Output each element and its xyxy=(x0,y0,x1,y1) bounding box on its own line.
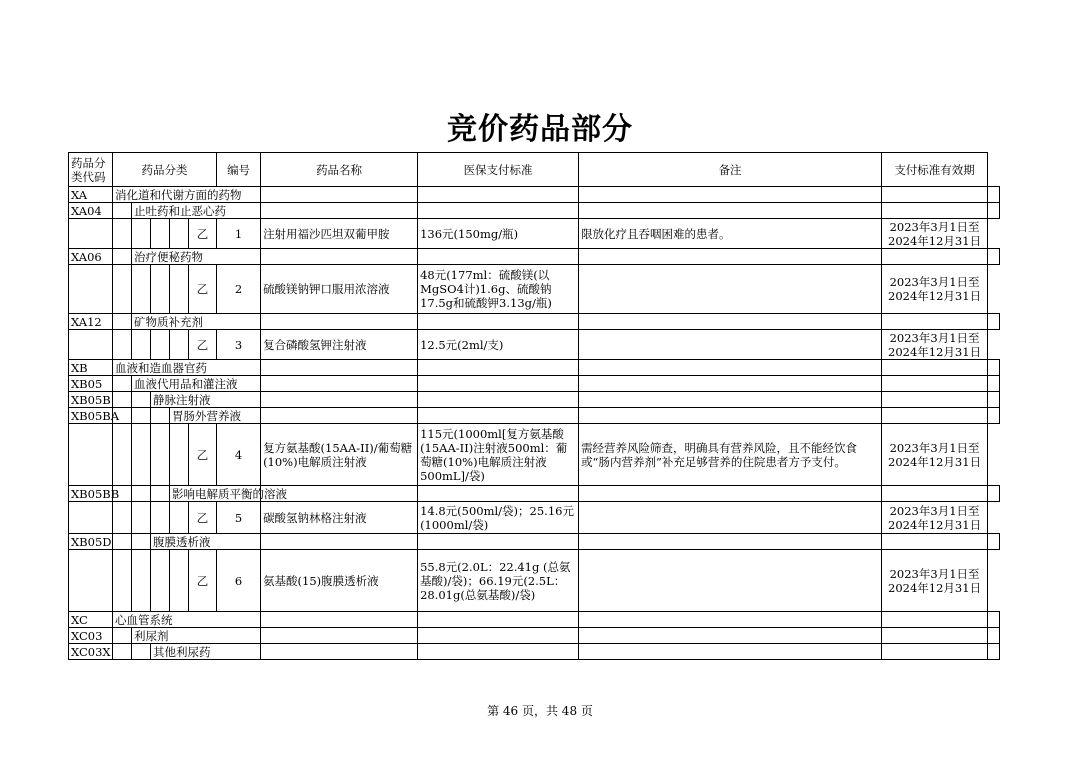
empty-cell xyxy=(151,550,170,612)
empty-cell xyxy=(882,314,988,330)
empty-cell xyxy=(261,408,418,424)
empty-cell xyxy=(882,249,988,265)
empty-cell xyxy=(113,219,132,249)
empty-cell xyxy=(261,392,418,408)
empty-cell xyxy=(882,644,988,660)
category-row xyxy=(69,187,1000,203)
category-row xyxy=(69,534,1000,550)
empty-cell xyxy=(579,408,882,424)
empty-cell xyxy=(882,628,988,644)
empty-cell xyxy=(882,612,988,628)
category-label: 血液代用品和灌注液 xyxy=(132,376,261,392)
category-code: XA xyxy=(69,187,113,203)
empty-cell xyxy=(170,550,189,612)
empty-cell xyxy=(418,628,579,644)
category-label: 胃肠外营养液 xyxy=(170,408,261,424)
indent-cell xyxy=(113,534,132,550)
empty-cell xyxy=(151,330,170,360)
empty-cell xyxy=(579,314,882,330)
empty-cell xyxy=(882,486,988,502)
category-row xyxy=(69,249,1000,265)
empty-cell xyxy=(579,612,882,628)
empty-cell xyxy=(261,376,418,392)
drug-number: 2 xyxy=(217,265,261,314)
empty-cell xyxy=(132,550,151,612)
empty-cell xyxy=(151,219,170,249)
category-row xyxy=(69,392,1000,408)
payment-standard: 115元(1000ml[复方氨基酸(15AA-II)注射液500ml：葡萄糖(10%)电解质注射液500mL]/袋) xyxy=(418,424,579,486)
empty-cell xyxy=(882,376,988,392)
header-validity: 支付标准有效期 xyxy=(882,153,988,187)
empty-cell xyxy=(151,502,170,534)
empty-cell xyxy=(69,330,113,360)
indent-cell xyxy=(132,392,151,408)
drug-row xyxy=(69,502,1000,534)
empty-cell xyxy=(113,550,132,612)
payment-standard: 48元(177ml：硫酸镁(以MgSO4计)1.6g、硫酸钠17.5g和硫酸钾3.13g/瓶) xyxy=(418,265,579,314)
empty-cell xyxy=(882,408,988,424)
drug-name: 硫酸镁钠钾口服用浓溶液 xyxy=(261,265,418,314)
category-label: 矿物质补充剂 xyxy=(132,314,261,330)
category-label: 影响电解质平衡的溶液 xyxy=(170,486,261,502)
drug-name: 复方氨基酸(15AA-II)/葡萄糖(10%)电解质注射液 xyxy=(261,424,418,486)
empty-cell xyxy=(988,187,1000,203)
category-code: XA12 xyxy=(69,314,113,330)
category-label: 止吐药和止恶心药 xyxy=(132,203,261,219)
validity-period: 2023年3月1日至2024年12月31日 xyxy=(882,550,988,612)
empty-cell xyxy=(579,187,882,203)
empty-cell xyxy=(170,330,189,360)
validity-period: 2023年3月1日至2024年12月31日 xyxy=(882,502,988,534)
empty-cell xyxy=(418,203,579,219)
empty-cell xyxy=(579,249,882,265)
indent-cell xyxy=(113,644,132,660)
empty-cell xyxy=(988,628,1000,644)
category-code: XC03 xyxy=(69,628,113,644)
validity-period: 2023年3月1日至2024年12月31日 xyxy=(882,424,988,486)
empty-cell xyxy=(69,219,113,249)
category-label: 治疗便秘药物 xyxy=(132,249,261,265)
drug-row xyxy=(69,265,1000,314)
empty-cell xyxy=(418,314,579,330)
empty-cell xyxy=(261,314,418,330)
category-row xyxy=(69,360,1000,376)
empty-cell xyxy=(170,219,189,249)
indent-cell xyxy=(113,392,132,408)
drug-number: 6 xyxy=(217,550,261,612)
remarks xyxy=(579,502,882,534)
empty-cell xyxy=(151,424,170,486)
empty-cell xyxy=(418,360,579,376)
drug-number: 5 xyxy=(217,502,261,534)
empty-cell xyxy=(261,534,418,550)
drug-class: 乙 xyxy=(189,424,217,486)
category-row xyxy=(69,486,1000,502)
drug-number: 3 xyxy=(217,330,261,360)
indent-cell xyxy=(132,644,151,660)
drug-class: 乙 xyxy=(189,265,217,314)
empty-cell xyxy=(988,249,1000,265)
empty-cell xyxy=(170,424,189,486)
validity-period: 2023年3月1日至2024年12月31日 xyxy=(882,330,988,360)
category-label: 腹膜透析液 xyxy=(151,534,261,550)
category-code: XB05BB xyxy=(69,486,113,502)
payment-standard: 55.8元(2.0L：22.41g (总氨基酸)/袋)；66.19元(2.5L：28.01g(总氨基酸)/袋) xyxy=(418,550,579,612)
empty-cell xyxy=(882,360,988,376)
empty-cell xyxy=(882,534,988,550)
category-label: 消化道和代谢方面的药物 xyxy=(113,187,261,203)
drug-class: 乙 xyxy=(189,330,217,360)
empty-cell xyxy=(418,408,579,424)
page-title: 竞价药品部分 xyxy=(447,112,633,147)
indent-cell xyxy=(113,628,132,644)
empty-cell xyxy=(132,219,151,249)
drug-class: 乙 xyxy=(189,502,217,534)
empty-cell xyxy=(418,187,579,203)
category-label: 利尿剂 xyxy=(132,628,261,644)
payment-standard: 136元(150mg/瓶) xyxy=(418,219,579,249)
category-row xyxy=(69,376,1000,392)
category-row xyxy=(69,408,1000,424)
header-category: 药品分类 xyxy=(113,153,217,187)
drug-name: 注射用福沙匹坦双葡甲胺 xyxy=(261,219,418,249)
drug-class: 乙 xyxy=(189,550,217,612)
validity-period: 2023年3月1日至2024年12月31日 xyxy=(882,265,988,314)
indent-cell xyxy=(113,203,132,219)
page-footer: 第 46 页，共 48 页 xyxy=(487,704,593,718)
empty-cell xyxy=(113,424,132,486)
empty-cell xyxy=(988,408,1000,424)
header-code: 药品分类代码 xyxy=(69,153,113,187)
empty-cell xyxy=(132,424,151,486)
indent-cell xyxy=(132,534,151,550)
category-row xyxy=(69,314,1000,330)
drug-number: 4 xyxy=(217,424,261,486)
indent-cell xyxy=(113,376,132,392)
empty-cell xyxy=(988,612,1000,628)
category-row xyxy=(69,612,1000,628)
remarks xyxy=(579,550,882,612)
empty-cell xyxy=(579,203,882,219)
empty-cell xyxy=(988,644,1000,660)
empty-cell xyxy=(261,203,418,219)
category-code: XB xyxy=(69,360,113,376)
category-row xyxy=(69,203,1000,219)
drug-name: 复合磷酸氢钾注射液 xyxy=(261,330,418,360)
empty-cell xyxy=(579,392,882,408)
drug-number: 1 xyxy=(217,219,261,249)
empty-cell xyxy=(882,392,988,408)
empty-cell xyxy=(418,644,579,660)
indent-cell xyxy=(132,408,151,424)
empty-cell xyxy=(69,265,113,314)
empty-cell xyxy=(418,486,579,502)
category-label: 静脉注射液 xyxy=(151,392,261,408)
empty-cell xyxy=(261,187,418,203)
empty-cell xyxy=(113,502,132,534)
indent-cell xyxy=(151,408,170,424)
empty-cell xyxy=(579,360,882,376)
empty-cell xyxy=(988,203,1000,219)
drug-row xyxy=(69,424,1000,486)
empty-cell xyxy=(418,249,579,265)
category-label: 心血管系统 xyxy=(113,612,261,628)
empty-cell xyxy=(882,187,988,203)
drug-name: 碳酸氢钠林格注射液 xyxy=(261,502,418,534)
indent-cell xyxy=(132,486,151,502)
remarks: 限放化疗且吞咽困难的患者。 xyxy=(579,219,882,249)
empty-cell xyxy=(261,644,418,660)
drug-row xyxy=(69,330,1000,360)
remarks xyxy=(579,265,882,314)
payment-standard: 14.8元(500ml/袋)；25.16元(1000ml/袋) xyxy=(418,502,579,534)
header-standard: 医保支付标准 xyxy=(418,153,579,187)
empty-cell xyxy=(579,534,882,550)
header-name: 药品名称 xyxy=(261,153,418,187)
payment-standard: 12.5元(2ml/支) xyxy=(418,330,579,360)
empty-cell xyxy=(988,376,1000,392)
category-code: XB05BA xyxy=(69,408,113,424)
empty-cell xyxy=(418,392,579,408)
empty-cell xyxy=(579,628,882,644)
empty-cell xyxy=(69,550,113,612)
empty-cell xyxy=(113,330,132,360)
empty-cell xyxy=(69,424,113,486)
empty-cell xyxy=(418,612,579,628)
empty-cell xyxy=(988,360,1000,376)
drug-row xyxy=(69,219,1000,249)
empty-cell xyxy=(988,486,1000,502)
remarks: 需经营养风险筛查，明确具有营养风险，且不能经饮食或“肠内营养剂”补充足够营养的住院患者方予支付。 xyxy=(579,424,882,486)
empty-cell xyxy=(988,534,1000,550)
indent-cell xyxy=(151,486,170,502)
drug-class: 乙 xyxy=(189,219,217,249)
empty-cell xyxy=(170,265,189,314)
category-row xyxy=(69,628,1000,644)
indent-cell xyxy=(113,249,132,265)
category-code: XC03X xyxy=(69,644,113,660)
empty-cell xyxy=(113,265,132,314)
indent-cell xyxy=(113,314,132,330)
remarks xyxy=(579,330,882,360)
empty-cell xyxy=(261,249,418,265)
empty-cell xyxy=(261,612,418,628)
header-number: 编号 xyxy=(217,153,261,187)
empty-cell xyxy=(988,392,1000,408)
category-code: XB05 xyxy=(69,376,113,392)
validity-period: 2023年3月1日至2024年12月31日 xyxy=(882,219,988,249)
empty-cell xyxy=(418,376,579,392)
header-row xyxy=(69,153,1000,187)
empty-cell xyxy=(132,330,151,360)
drug-table xyxy=(68,152,1000,660)
category-code: XA04 xyxy=(69,203,113,219)
category-code: XC xyxy=(69,612,113,628)
empty-cell xyxy=(132,265,151,314)
header-remarks: 备注 xyxy=(579,153,882,187)
empty-cell xyxy=(261,360,418,376)
category-label: 血液和造血器官药 xyxy=(113,360,261,376)
category-row xyxy=(69,644,1000,660)
empty-cell xyxy=(418,534,579,550)
empty-cell xyxy=(132,502,151,534)
empty-cell xyxy=(882,203,988,219)
category-label: 其他利尿药 xyxy=(151,644,261,660)
empty-cell xyxy=(261,628,418,644)
category-code: XA06 xyxy=(69,249,113,265)
drug-row xyxy=(69,550,1000,612)
empty-cell xyxy=(151,265,170,314)
empty-cell xyxy=(579,486,882,502)
empty-cell xyxy=(170,502,189,534)
empty-cell xyxy=(579,644,882,660)
category-code: XB05B xyxy=(69,392,113,408)
empty-cell xyxy=(69,502,113,534)
category-code: XB05D xyxy=(69,534,113,550)
empty-cell xyxy=(988,314,1000,330)
empty-cell xyxy=(579,376,882,392)
drug-name: 氨基酸(15)腹膜透析液 xyxy=(261,550,418,612)
